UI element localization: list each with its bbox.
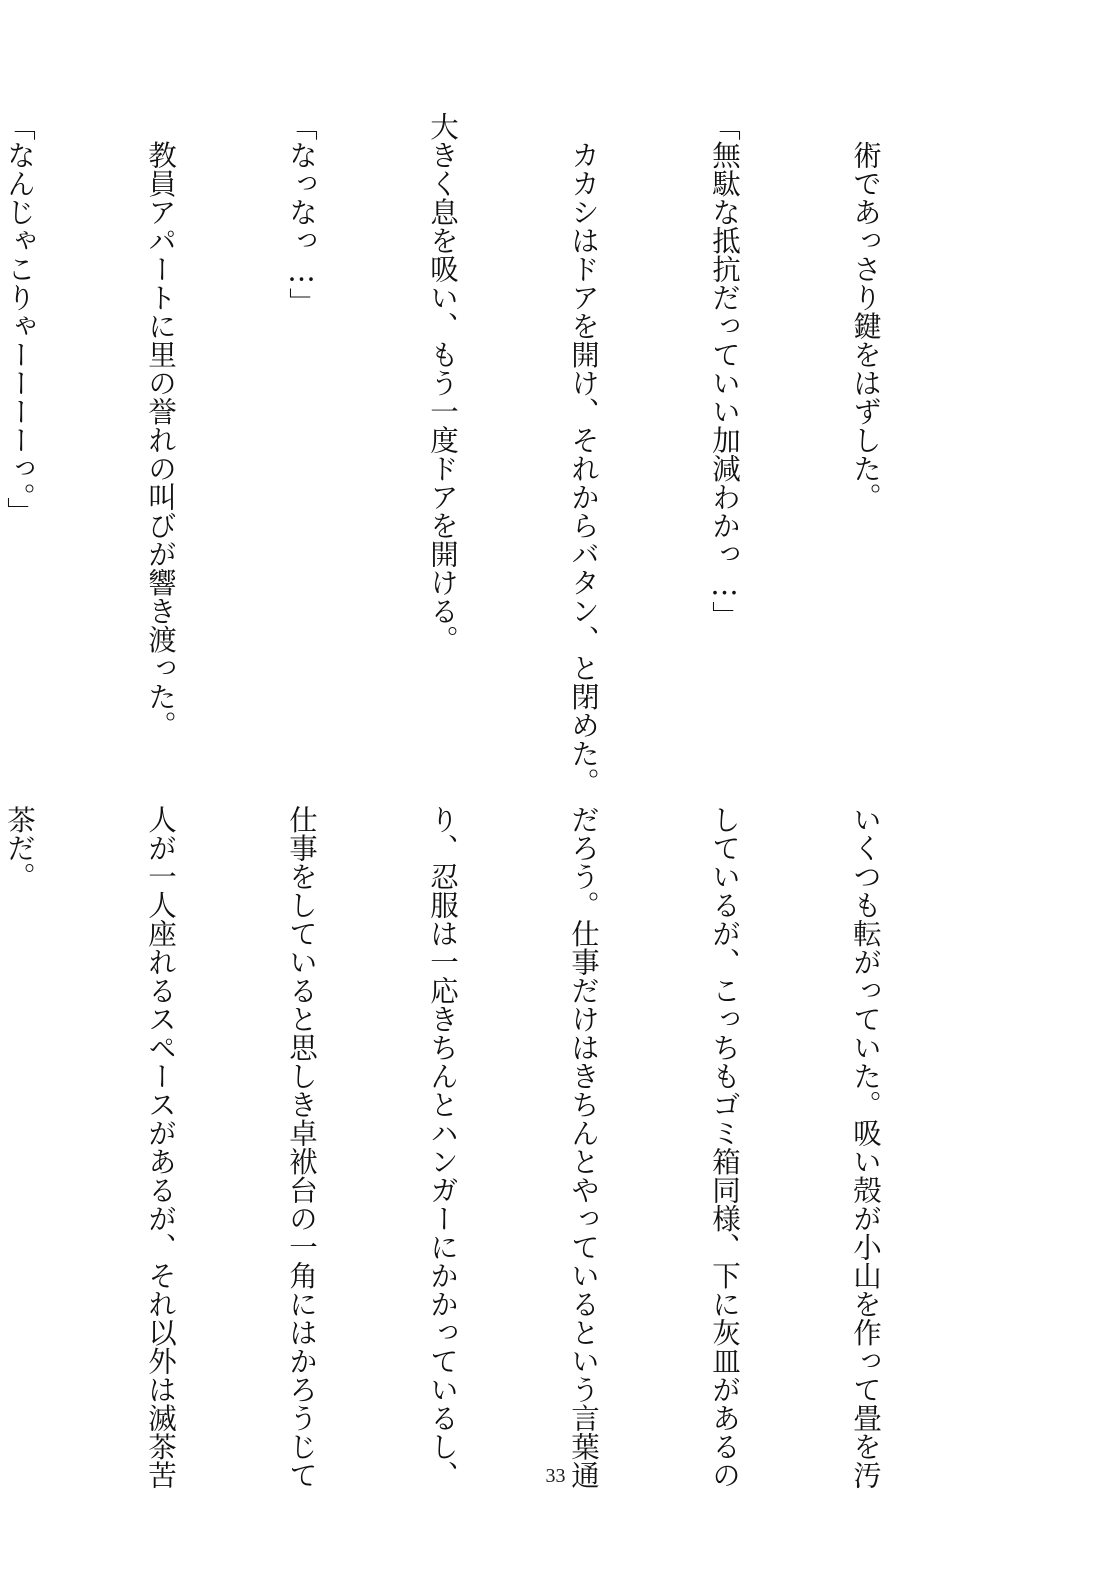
text-line: 茶だ。 <box>3 805 36 891</box>
page-number: 33 <box>545 1465 566 1487</box>
text-line: 大きく息を吸い、もう一度ドアを開ける。 <box>426 112 459 654</box>
text-block-top <box>3 112 983 796</box>
text-line: だろう。仕事だけはきちんとやっているという言葉通 <box>567 805 600 1489</box>
text-line: り、忍服は一応きちんとハンガーにかかっているし、 <box>426 805 459 1489</box>
text-line: いくつも転がっていた。吸い殻が小山を作って畳を汚 <box>849 805 882 1489</box>
text-line: 仕事をしていると思しき卓袱台の一角にはかろうじて <box>285 805 318 1489</box>
text-line: 「無駄な抵抗だっていい加減わかっ…」 <box>708 112 741 630</box>
text-line: 人が一人座れるスペースがあるが、それ以外は滅茶苦 <box>144 805 177 1489</box>
text-line: しているが、こっちもゴミ箱同様、下に灰皿があるの <box>708 805 741 1489</box>
text-line: 「なっなっ…」 <box>285 112 318 316</box>
text-line: 教員アパートに里の誉れの叫びが響き渡った。 <box>144 112 177 739</box>
text-line: カカシはドアを開け、それからバタン、と閉めた。 <box>567 112 600 796</box>
text-line: 術であっさり鍵をはずした。 <box>849 112 882 511</box>
text-line: 「なんじゃこりゃーーーーっ。」 <box>3 112 36 526</box>
